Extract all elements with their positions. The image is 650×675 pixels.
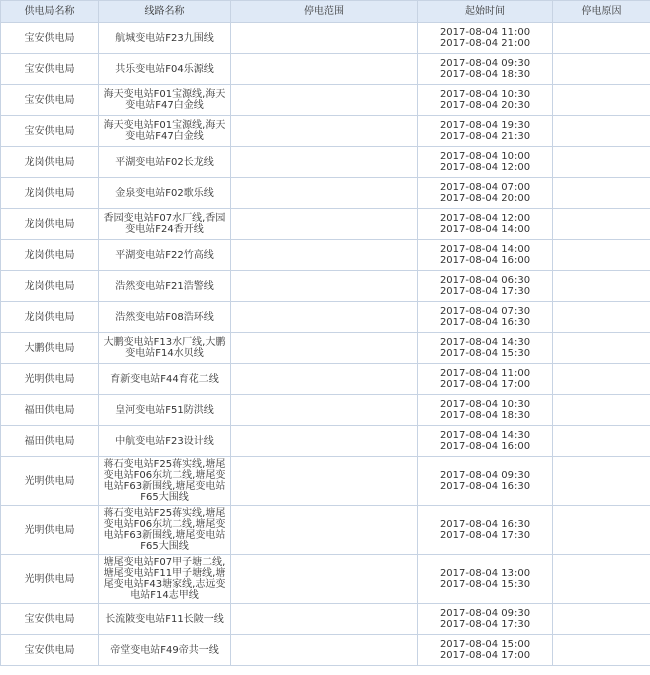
time-cell [418, 555, 553, 604]
end-time: 2017-08-04 14:00 [439, 224, 531, 235]
start-time: 2017-08-04 14:30 [439, 430, 531, 441]
table-row [1, 364, 650, 395]
table-row [1, 271, 650, 302]
scope-cell [231, 604, 418, 635]
reason-cell [553, 635, 650, 666]
start-time: 2017-08-04 19:30 [439, 120, 531, 131]
reason-cell [553, 364, 650, 395]
reason-cell [553, 54, 650, 85]
line-cell: 中航变电站F23设计线 [99, 426, 231, 457]
scope-cell [231, 395, 418, 426]
reason-cell [553, 178, 650, 209]
table-row [1, 147, 650, 178]
bureau-cell: 大鹏供电局 [1, 333, 99, 364]
line-cell: 共乐变电站F04乐源线 [99, 54, 231, 85]
scope-cell [231, 635, 418, 666]
time-cell [418, 23, 553, 54]
time-cell [418, 85, 553, 116]
table-body [1, 23, 650, 666]
line-cell: 长流陂变电站F11长陂一线 [99, 604, 231, 635]
end-time: 2017-08-04 15:30 [439, 348, 531, 359]
reason-cell [553, 333, 650, 364]
end-time: 2017-08-04 17:00 [439, 650, 531, 661]
bureau-cell: 龙岗供电局 [1, 147, 99, 178]
bureau-cell: 宝安供电局 [1, 23, 99, 54]
table-header-row [1, 1, 650, 23]
bureau-cell: 龙岗供电局 [1, 271, 99, 302]
header-line-name: 线路名称 [99, 1, 231, 23]
scope-cell [231, 457, 418, 506]
bureau-cell: 福田供电局 [1, 395, 99, 426]
scope-cell [231, 147, 418, 178]
scope-cell [231, 506, 418, 555]
start-time: 2017-08-04 09:30 [439, 470, 531, 481]
reason-cell [553, 506, 650, 555]
line-cell: 金泉变电站F02歌乐线 [99, 178, 231, 209]
scope-cell [231, 333, 418, 364]
time-cell [418, 54, 553, 85]
bureau-cell: 光明供电局 [1, 457, 99, 506]
line-cell: 大鹏变电站F13水厂线,大鹏变电站F14水贝线 [99, 333, 231, 364]
scope-cell [231, 209, 418, 240]
table-row [1, 395, 650, 426]
scope-cell [231, 116, 418, 147]
reason-cell [553, 271, 650, 302]
start-time: 2017-08-04 10:30 [439, 89, 531, 100]
bureau-cell: 龙岗供电局 [1, 302, 99, 333]
bureau-cell: 宝安供电局 [1, 604, 99, 635]
line-cell: 海天变电站F01宝源线,海天变电站F47白金线 [99, 85, 231, 116]
table-row [1, 426, 650, 457]
end-time: 2017-08-04 12:00 [439, 162, 531, 173]
end-time: 2017-08-04 18:30 [439, 69, 531, 80]
end-time: 2017-08-04 17:30 [439, 286, 531, 297]
start-time: 2017-08-04 16:30 [439, 519, 531, 530]
table-row [1, 555, 650, 604]
start-time: 2017-08-04 11:00 [439, 368, 531, 379]
scope-cell [231, 426, 418, 457]
bureau-cell: 光明供电局 [1, 555, 99, 604]
table-row [1, 116, 650, 147]
table-row [1, 178, 650, 209]
start-time: 2017-08-04 09:30 [439, 608, 531, 619]
end-time: 2017-08-04 21:30 [439, 131, 531, 142]
line-cell: 平湖变电站F02长龙线 [99, 147, 231, 178]
start-time: 2017-08-04 14:30 [439, 337, 531, 348]
time-cell [418, 147, 553, 178]
time-cell [418, 240, 553, 271]
table-row [1, 85, 650, 116]
time-cell [418, 209, 553, 240]
table-row [1, 604, 650, 635]
scope-cell [231, 23, 418, 54]
line-cell: 皇河变电站F51防洪线 [99, 395, 231, 426]
scope-cell [231, 271, 418, 302]
end-time: 2017-08-04 15:30 [439, 579, 531, 590]
reason-cell [553, 302, 650, 333]
start-time: 2017-08-04 13:00 [439, 568, 531, 579]
line-cell: 平湖变电站F22竹高线 [99, 240, 231, 271]
time-cell [418, 364, 553, 395]
time-cell [418, 333, 553, 364]
bureau-cell: 光明供电局 [1, 506, 99, 555]
bureau-cell: 宝安供电局 [1, 85, 99, 116]
start-time: 2017-08-04 12:00 [439, 213, 531, 224]
scope-cell [231, 54, 418, 85]
line-cell: 航城变电站F23九围线 [99, 23, 231, 54]
line-cell: 香园变电站F07水厂线,香园变电站F24香开线 [99, 209, 231, 240]
end-time: 2017-08-04 21:00 [439, 38, 531, 49]
bureau-cell: 龙岗供电局 [1, 240, 99, 271]
bureau-cell: 龙岗供电局 [1, 209, 99, 240]
table-row [1, 54, 650, 85]
reason-cell [553, 85, 650, 116]
reason-cell [553, 209, 650, 240]
end-time: 2017-08-04 16:30 [439, 481, 531, 492]
table-row [1, 506, 650, 555]
bureau-cell: 龙岗供电局 [1, 178, 99, 209]
end-time: 2017-08-04 18:30 [439, 410, 531, 421]
reason-cell [553, 555, 650, 604]
bureau-cell: 宝安供电局 [1, 116, 99, 147]
reason-cell [553, 116, 650, 147]
reason-cell [553, 23, 650, 54]
end-time: 2017-08-04 17:30 [439, 619, 531, 630]
reason-cell [553, 395, 650, 426]
end-time: 2017-08-04 17:00 [439, 379, 531, 390]
end-time: 2017-08-04 20:00 [439, 193, 531, 204]
end-time: 2017-08-04 16:30 [439, 317, 531, 328]
time-cell [418, 178, 553, 209]
scope-cell [231, 364, 418, 395]
header-start-time: 起始时间 [418, 1, 553, 23]
start-time: 2017-08-04 07:00 [439, 182, 531, 193]
table-row [1, 333, 650, 364]
reason-cell [553, 604, 650, 635]
time-cell [418, 426, 553, 457]
start-time: 2017-08-04 11:00 [439, 27, 531, 38]
start-time: 2017-08-04 10:00 [439, 151, 531, 162]
start-time: 2017-08-04 07:30 [439, 306, 531, 317]
scope-cell [231, 555, 418, 604]
end-time: 2017-08-04 17:30 [439, 530, 531, 541]
line-cell: 育新变电站F44育花二线 [99, 364, 231, 395]
table-row [1, 635, 650, 666]
scope-cell [231, 178, 418, 209]
header-outage-reason: 停电原因 [553, 1, 650, 23]
header-bureau-name: 供电局名称 [1, 1, 99, 23]
time-cell [418, 395, 553, 426]
table-row [1, 240, 650, 271]
reason-cell [553, 426, 650, 457]
bureau-cell: 宝安供电局 [1, 54, 99, 85]
table-row [1, 23, 650, 54]
line-cell: 浩然变电站F08浩环线 [99, 302, 231, 333]
end-time: 2017-08-04 16:00 [439, 255, 531, 266]
scope-cell [231, 240, 418, 271]
time-cell [418, 457, 553, 506]
time-cell [418, 302, 553, 333]
scope-cell [231, 85, 418, 116]
end-time: 2017-08-04 20:30 [439, 100, 531, 111]
table-row [1, 209, 650, 240]
reason-cell [553, 457, 650, 506]
reason-cell [553, 240, 650, 271]
reason-cell [553, 147, 650, 178]
line-cell: 塘尾变电站F07甲子塘二线,塘尾变电站F11甲子塘线,塘尾变电站F43塘家线,志远变电站F14志甲线 [99, 555, 231, 604]
header-outage-scope: 停电范围 [231, 1, 418, 23]
bureau-cell: 宝安供电局 [1, 635, 99, 666]
time-cell [418, 635, 553, 666]
scope-cell [231, 302, 418, 333]
line-cell: 浩然变电站F21浩警线 [99, 271, 231, 302]
start-time: 2017-08-04 06:30 [439, 275, 531, 286]
start-time: 2017-08-04 15:00 [439, 639, 531, 650]
line-cell: 蒋石变电站F25蒋实线,塘尾变电站F06东坑二线,塘尾变电站F63新围线,塘尾变电站F65大围线 [99, 506, 231, 555]
end-time: 2017-08-04 16:00 [439, 441, 531, 452]
bureau-cell: 福田供电局 [1, 426, 99, 457]
time-cell [418, 116, 553, 147]
time-cell [418, 604, 553, 635]
time-cell [418, 506, 553, 555]
start-time: 2017-08-04 09:30 [439, 58, 531, 69]
line-cell: 蒋石变电站F25蒋实线,塘尾变电站F06东坑二线,塘尾变电站F63新围线,塘尾变电站F65大围线 [99, 457, 231, 506]
bureau-cell: 光明供电局 [1, 364, 99, 395]
start-time: 2017-08-04 14:00 [439, 244, 531, 255]
start-time: 2017-08-04 10:30 [439, 399, 531, 410]
line-cell: 海天变电站F01宝源线,海天变电站F47白金线 [99, 116, 231, 147]
time-cell [418, 271, 553, 302]
table-row [1, 302, 650, 333]
table-row [1, 457, 650, 506]
line-cell: 帝堂变电站F49帝共一线 [99, 635, 231, 666]
